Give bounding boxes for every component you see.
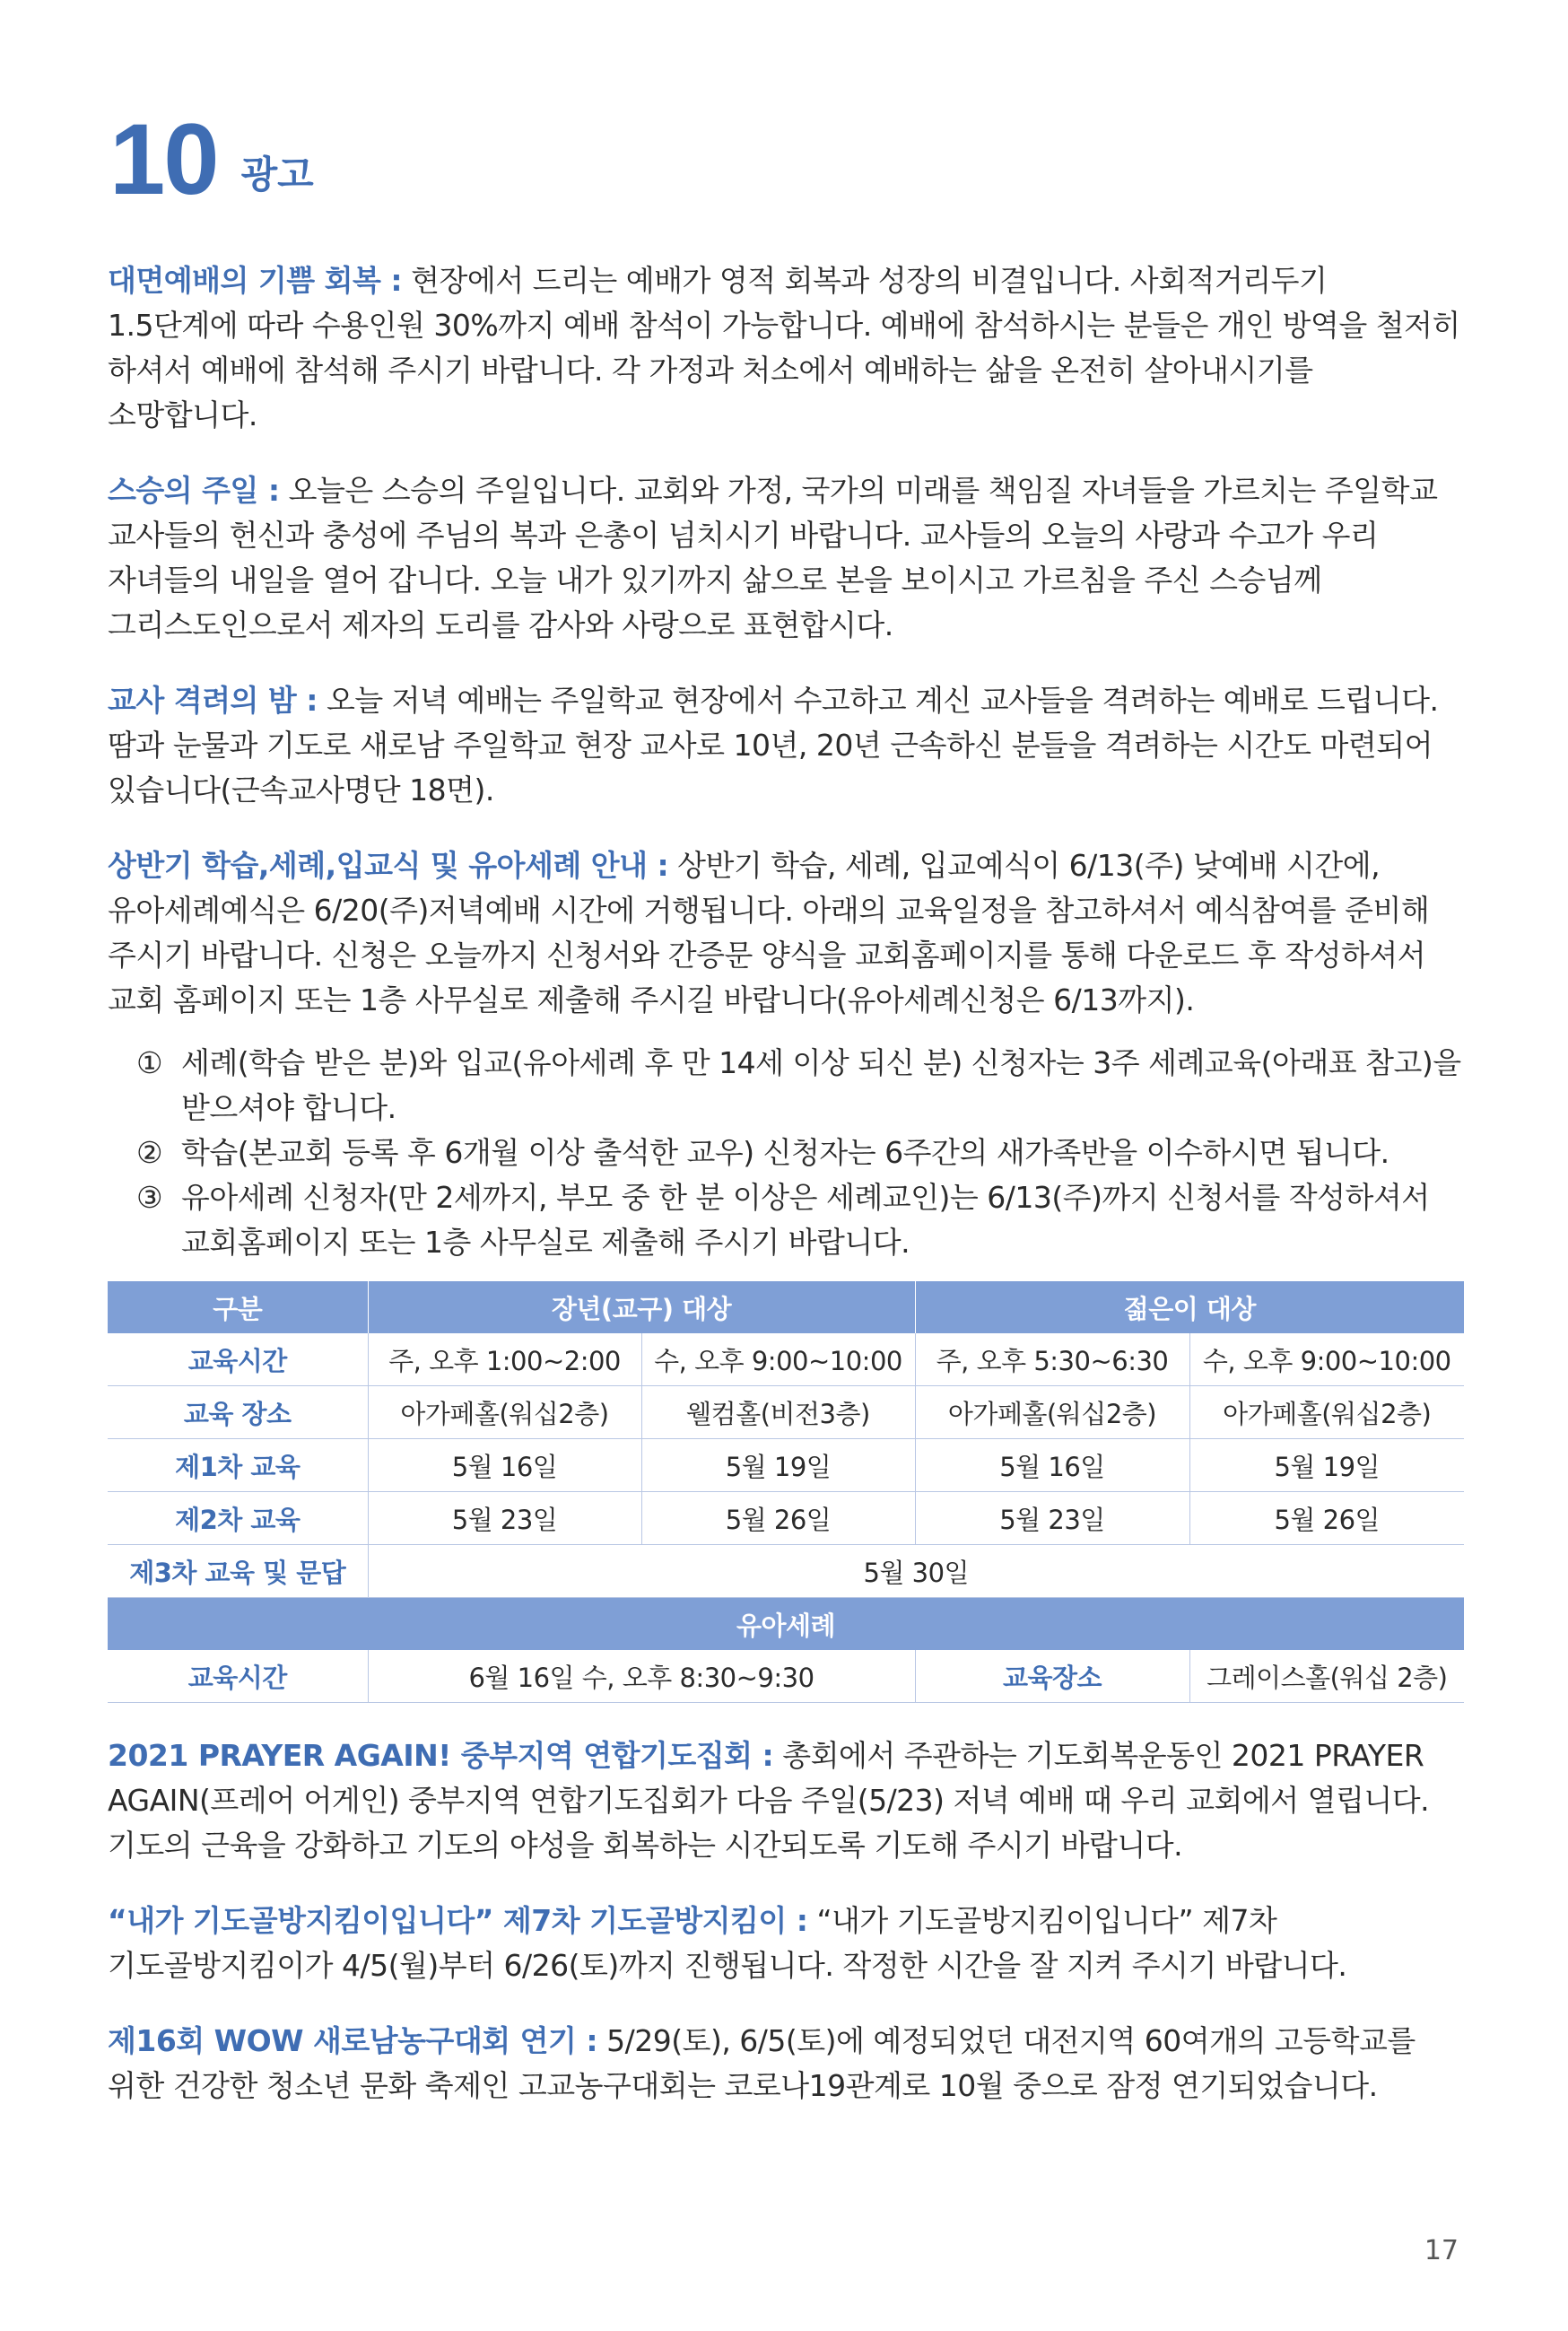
notice-heading: 대면예배의 기쁨 회복 : <box>108 263 403 298</box>
table-cell: 5월 30일 <box>368 1545 1464 1598</box>
notice-heading: 2021 PRAYER AGAIN! 중부지역 연합기도집회 : <box>108 1738 774 1773</box>
header-category: 구분 <box>108 1281 368 1333</box>
list-marker: ③ <box>136 1180 163 1215</box>
table-cell: 5월 23일 <box>368 1492 641 1545</box>
table-header-row <box>108 1281 1464 1333</box>
table-cell: 주, 오후 1:00~2:00 <box>368 1333 641 1386</box>
table-cell: 수, 오후 9:00~10:00 <box>1189 1333 1464 1386</box>
page-number: 17 <box>1424 2235 1459 2266</box>
notice-heading: 제16회 WOW 새로남농구대회 연기 : <box>108 2023 598 2058</box>
table-cell: 6월 16일 수, 오후 8:30~9:30 <box>368 1650 915 1703</box>
education-schedule-table <box>108 1281 1464 1703</box>
row-label: 교육시간 <box>108 1650 368 1703</box>
table-cell: 아가페홀(워십2층) <box>1189 1386 1464 1439</box>
list-marker: ② <box>136 1135 163 1170</box>
infant-baptism-band <box>108 1598 1464 1651</box>
table-cell: 5월 16일 <box>915 1439 1189 1492</box>
section-title: 광고 <box>240 153 314 196</box>
row-label: 교육장소 <box>915 1650 1189 1703</box>
notice-body: 오늘은 스승의 주일입니다. 교회와 가정, 국가의 미래를 책임질 자녀들을 가르치는 주일학교 교사들의 헌신과 충성에 주님의 복과 은총이 넘치시기 바랍니다. 교사들의 오늘의 사랑과 수고가 우리 자녀들의 내일을 열어 갑니다. 오늘 내가 있기까지 삶으로 본을 보이시고 가르침을 주신 스승님께 그리스도인으로서 제자의 도리를 감사와 사랑으로 표현합시다. <box>108 473 1438 642</box>
header-youth: 젊은이 대상 <box>915 1281 1464 1333</box>
table-cell: 아가페홀(워십2층) <box>915 1386 1189 1439</box>
row-label: 교육시간 <box>108 1333 368 1386</box>
baptism-requirements-list <box>108 1041 1464 1265</box>
table-cell: 5월 19일 <box>1189 1439 1464 1492</box>
table-cell: 주, 오후 5:30~6:30 <box>915 1333 1189 1386</box>
main-content <box>108 258 1464 2139</box>
notice-body: 5/29(토), 6/5(토)에 예정되었던 대전지역 60여개의 고등학교를 위한 건강한 청소년 문화 축제인 고교농구대회는 코로나19관계로 10월 중으로 잠정 연기되었습니다. <box>108 2023 1416 2103</box>
list-marker: ① <box>136 1045 163 1080</box>
notice-worship-recovery <box>108 258 1464 438</box>
notice-prayer-room <box>108 1899 1464 1988</box>
list-text: 유아세례 신청자(만 2세까지, 부모 중 한 분 이상은 세례교인)는 6/13(주)까지 신청서를 작성하셔서 교회홈페이지 또는 1층 사무실로 제출해 주시기 바랍니다. <box>181 1180 1430 1260</box>
table-cell: 5월 19일 <box>641 1439 915 1492</box>
table-cell: 5월 23일 <box>915 1492 1189 1545</box>
row-label: 교육 장소 <box>108 1386 368 1439</box>
section-number: 10 <box>109 103 218 215</box>
notice-body: 상반기 학습, 세례, 입교예식이 6/13(주) 낮예배 시간에, 유아세례예식은 6/20(주)저녁예배 시간에 거행됩니다. 아래의 교육일정을 참고하셔서 예식참여를 준비해 주시기 바랍니다. 신청은 오늘까지 신청서와 간증문 양식을 교회홈페이지를 통해 다운로드 후 작성하셔서 교회 홈페이지 또는 1층 사무실로 제출해 주시길 바랍니다(유아세례신청은 6/13까지). <box>108 848 1430 1017</box>
table-row <box>108 1333 1464 1386</box>
infant-baptism-heading: 유아세례 <box>108 1598 1464 1651</box>
table-cell: 5월 26일 <box>641 1492 915 1545</box>
header-adults: 장년(교구) 대상 <box>368 1281 915 1333</box>
table-cell: 웰컴홀(비전3층) <box>641 1386 915 1439</box>
notice-heading: 교사 격려의 밤 : <box>108 683 318 718</box>
notice-body: 현장에서 드리는 예배가 영적 회복과 성장의 비결입니다. 사회적거리두기 1.5단계에 따라 수용인원 30%까지 예배 참석이 가능합니다. 예배에 참석하시는 분들은 개인 방역을 철저히 하셔서 예배에 참석해 주시기 바랍니다. 각 가정과 처소에서 예배하는 삶을 온전히 살아내시기를 소망합니다. <box>108 263 1460 432</box>
notice-teacher-night <box>108 678 1464 813</box>
table-cell: 그레이스홀(워십 2층) <box>1189 1650 1464 1703</box>
notice-body: 총회에서 주관하는 기도회복운동인 2021 PRAYER AGAIN(프레어 어게인) 중부지역 연합기도집회가 다음 주일(5/23) 저녁 예배 때 우리 교회에서 열립니다. 기도의 근육을 강화하고 기도의 야성을 회복하는 시간되도록 기도해 주시기 바랍니다. <box>108 1738 1430 1863</box>
row-label: 제3차 교육 및 문답 <box>108 1545 368 1598</box>
notice-body: 오늘 저녁 예배는 주일학교 현장에서 수고하고 계신 교사들을 격려하는 예배로 드립니다. 땀과 눈물과 기도로 새로남 주일학교 현장 교사로 10년, 20년 근속하신 분들을 격려하는 시간도 마련되어 있습니다(근속교사명단 18면). <box>108 683 1439 808</box>
table-cell: 아가페홀(워십2층) <box>368 1386 641 1439</box>
table-row <box>108 1439 1464 1492</box>
notice-heading: “내가 기도골방지킴이입니다” 제7차 기도골방지킴이 : <box>108 1903 808 1938</box>
notice-teachers-sunday <box>108 468 1464 648</box>
row-label: 제2차 교육 <box>108 1492 368 1545</box>
table-row <box>108 1386 1464 1439</box>
notice-heading: 스승의 주일 : <box>108 473 280 508</box>
list-text: 학습(본교회 등록 후 6개월 이상 출석한 교우) 신청자는 6주간의 새가족반을 이수하시면 됩니다. <box>181 1135 1389 1170</box>
list-item <box>108 1131 1464 1175</box>
notice-baptism <box>108 843 1464 1023</box>
notice-prayer-again <box>108 1733 1464 1868</box>
list-item <box>108 1041 1464 1131</box>
notice-basketball <box>108 2019 1464 2108</box>
table-cell: 수, 오후 9:00~10:00 <box>641 1333 915 1386</box>
list-text: 세례(학습 받은 분)와 입교(유아세례 후 만 14세 이상 되신 분) 신청자는 3주 세례교육(아래표 참고)을 받으셔야 합니다. <box>181 1045 1461 1125</box>
notice-heading: 상반기 학습,세례,입교식 및 유아세례 안내 : <box>108 848 669 883</box>
table-cell: 5월 26일 <box>1189 1492 1464 1545</box>
table-cell: 5월 16일 <box>368 1439 641 1492</box>
notice-body: “내가 기도골방지킴이입니다” 제7차 기도골방지킴이가 4/5(월)부터 6/26(토)까지 진행됩니다. 작정한 시간을 잘 지켜 주시기 바랍니다. <box>108 1903 1347 1983</box>
list-item <box>108 1175 1464 1265</box>
table-row <box>108 1492 1464 1545</box>
table-row <box>108 1545 1464 1598</box>
section-header <box>109 103 314 215</box>
table-row <box>108 1650 1464 1703</box>
row-label: 제1차 교육 <box>108 1439 368 1492</box>
